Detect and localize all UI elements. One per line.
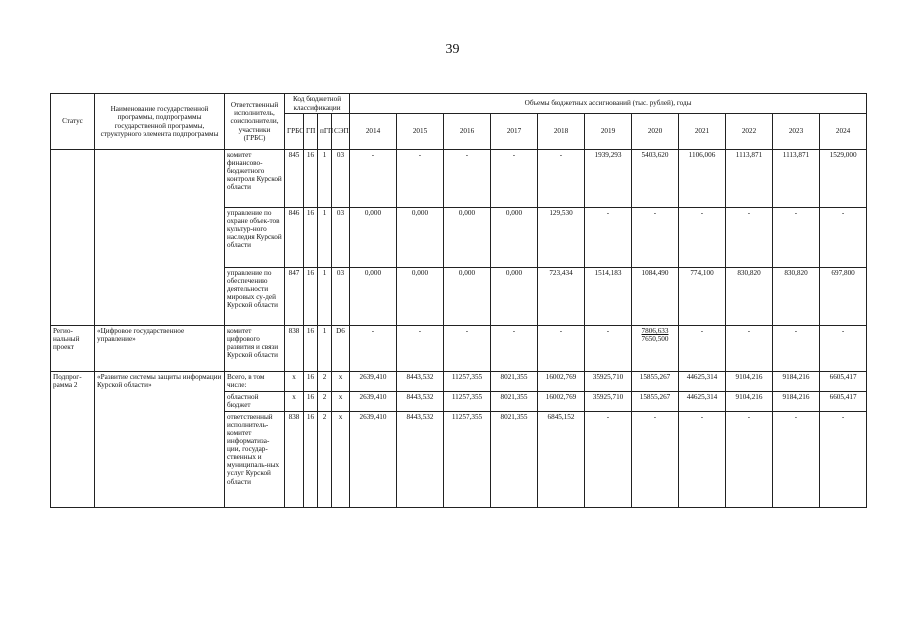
executor-cell: областной бюджет — [225, 392, 285, 412]
value-cell: - — [491, 150, 538, 208]
code-cell: 1 — [318, 268, 332, 326]
header-year: 2024 — [820, 114, 867, 150]
code-cell: 16 — [304, 372, 318, 392]
name-cell: «Развитие системы защиты информации Курской области» — [95, 372, 225, 508]
value-cell: - — [350, 326, 397, 372]
header-executor: Ответственный исполнитель, соисполнители, участники (ГРБС) — [225, 94, 285, 150]
value-cell: 0,000 — [397, 268, 444, 326]
value-cell: 0,000 — [444, 268, 491, 326]
value-cell: 44625,314 — [679, 372, 726, 392]
code-cell: D6 — [332, 326, 350, 372]
value-cell: 15855,267 — [632, 392, 679, 412]
name-cell — [95, 150, 225, 326]
code-cell: 16 — [304, 392, 318, 412]
header-volumes: Объемы бюджетных ассигнований (тыс. рублей), годы — [350, 94, 867, 114]
value-cell: 35925,710 — [585, 392, 632, 412]
value-cell: - — [726, 208, 773, 268]
code-cell: х — [332, 412, 350, 508]
code-cell: 03 — [332, 150, 350, 208]
value-cell: - — [820, 208, 867, 268]
table-row — [51, 150, 867, 208]
value-cell: 1084,490 — [632, 268, 679, 326]
code-cell: х — [332, 372, 350, 392]
value-cell: 16002,769 — [538, 372, 585, 392]
value-cell: 11257,355 — [444, 372, 491, 392]
executor-cell: комитет цифрового развития и связи Курской области — [225, 326, 285, 372]
table-row — [51, 326, 867, 372]
code-cell: 16 — [304, 412, 318, 508]
header-year: 2022 — [726, 114, 773, 150]
code-cell: 16 — [304, 150, 318, 208]
code-cell: 847 — [285, 268, 304, 326]
value-cell: 9184,216 — [773, 392, 820, 412]
value-cell — [632, 326, 679, 372]
executor-cell: управление по охране объек-тов культур-ного наследия Курской области — [225, 208, 285, 268]
value-cell: 44625,314 — [679, 392, 726, 412]
value-cell: - — [820, 326, 867, 372]
table-row — [51, 372, 867, 392]
budget-table — [50, 93, 867, 508]
code-cell: 03 — [332, 208, 350, 268]
code-cell: 2 — [318, 392, 332, 412]
value-cell: - — [538, 150, 585, 208]
status-cell — [51, 150, 95, 326]
value-cell: 0,000 — [350, 268, 397, 326]
header-code-col: пГП — [318, 114, 332, 150]
value-cell: 1529,000 — [820, 150, 867, 208]
value-cell: 8021,355 — [491, 392, 538, 412]
value-cell: 1113,871 — [773, 150, 820, 208]
value-cell: 1514,183 — [585, 268, 632, 326]
code-cell: х — [285, 372, 304, 392]
code-cell: 2 — [318, 372, 332, 392]
page-number: 39 — [445, 42, 460, 57]
code-cell: 838 — [285, 326, 304, 372]
value-cell: 8443,532 — [397, 412, 444, 508]
value-2020-secondary: 7650,500 — [641, 335, 669, 344]
value-cell: 6605,417 — [820, 372, 867, 392]
code-cell: 1 — [318, 208, 332, 268]
header-year: 2019 — [585, 114, 632, 150]
code-cell: х — [332, 392, 350, 412]
header-year: 2018 — [538, 114, 585, 150]
header-year: 2015 — [397, 114, 444, 150]
header-year: 2020 — [632, 114, 679, 150]
value-cell: 697,800 — [820, 268, 867, 326]
value-cell: - — [585, 208, 632, 268]
value-cell: 2639,410 — [350, 372, 397, 392]
header-code-col: ГРБС — [285, 114, 304, 150]
code-cell: 2 — [318, 412, 332, 508]
value-cell: - — [726, 326, 773, 372]
value-cell: - — [726, 412, 773, 508]
value-cell: 2639,410 — [350, 412, 397, 508]
value-cell: 8021,355 — [491, 412, 538, 508]
value-cell: 129,530 — [538, 208, 585, 268]
header-year: 2021 — [679, 114, 726, 150]
value-cell: - — [773, 412, 820, 508]
value-cell: 6605,417 — [820, 392, 867, 412]
value-cell: - — [444, 150, 491, 208]
header-year: 2014 — [350, 114, 397, 150]
value-cell: - — [679, 208, 726, 268]
value-cell: - — [679, 412, 726, 508]
value-cell: 0,000 — [350, 208, 397, 268]
value-cell: 0,000 — [491, 268, 538, 326]
value-cell: 830,820 — [773, 268, 820, 326]
value-2020-primary: 7806,633 — [641, 327, 669, 335]
executor-cell: управление по обеспечению деятельности мировых су-дей Курской области — [225, 268, 285, 326]
value-cell: 16002,769 — [538, 392, 585, 412]
value-cell: 774,100 — [679, 268, 726, 326]
code-cell: 03 — [332, 268, 350, 326]
value-cell: 8443,532 — [397, 392, 444, 412]
executor-cell: Всего, в том числе: — [225, 372, 285, 392]
value-cell: - — [632, 412, 679, 508]
value-cell: 1113,871 — [726, 150, 773, 208]
header-name: Наименование государственной программы, подпрограммы государственной программы, структурного элемента подпрограммы — [95, 94, 225, 150]
executor-cell: комитет финансово-бюджетного контроля Курской области — [225, 150, 285, 208]
code-cell: 16 — [304, 268, 318, 326]
value-cell: - — [632, 208, 679, 268]
value-cell: 35925,710 — [585, 372, 632, 392]
header-code-col: ГП — [304, 114, 318, 150]
code-cell: 846 — [285, 208, 304, 268]
status-cell: Подпрог-рамма 2 — [51, 372, 95, 508]
header-year: 2023 — [773, 114, 820, 150]
value-cell: 830,820 — [726, 268, 773, 326]
header-code-col: СЭП — [332, 114, 350, 150]
value-cell: 9184,216 — [773, 372, 820, 392]
value-cell: - — [679, 326, 726, 372]
value-cell: 11257,355 — [444, 392, 491, 412]
code-cell: 1 — [318, 150, 332, 208]
value-cell: 15855,267 — [632, 372, 679, 392]
code-cell: 838 — [285, 412, 304, 508]
header-status: Статус — [51, 94, 95, 150]
header-year: 2016 — [444, 114, 491, 150]
code-cell: 845 — [285, 150, 304, 208]
code-cell: х — [285, 392, 304, 412]
value-cell: 1106,006 — [679, 150, 726, 208]
value-cell: 9104,216 — [726, 392, 773, 412]
value-cell: - — [585, 326, 632, 372]
value-cell: 2639,410 — [350, 392, 397, 412]
value-cell: - — [397, 326, 444, 372]
value-cell: 11257,355 — [444, 412, 491, 508]
status-cell: Регио-нальный проект — [51, 326, 95, 372]
value-cell: 5403,620 — [632, 150, 679, 208]
code-cell: 16 — [304, 208, 318, 268]
value-cell: - — [538, 326, 585, 372]
value-cell: 6845,152 — [538, 412, 585, 508]
value-cell: - — [444, 326, 491, 372]
value-cell: - — [491, 326, 538, 372]
value-cell: - — [820, 412, 867, 508]
value-cell: 1939,293 — [585, 150, 632, 208]
value-cell: 9104,216 — [726, 372, 773, 392]
value-cell: 0,000 — [397, 208, 444, 268]
value-cell: 8021,355 — [491, 372, 538, 392]
value-cell: - — [350, 150, 397, 208]
value-cell: - — [397, 150, 444, 208]
value-cell: 8443,532 — [397, 372, 444, 392]
value-cell: - — [773, 208, 820, 268]
value-cell: - — [585, 412, 632, 508]
header-year: 2017 — [491, 114, 538, 150]
value-cell: - — [773, 326, 820, 372]
value-cell: 0,000 — [444, 208, 491, 268]
code-cell: 16 — [304, 326, 318, 372]
code-cell: 1 — [318, 326, 332, 372]
name-cell: «Цифровое государственное управление» — [95, 326, 225, 372]
header-budget-code: Код бюджетной классификации — [285, 94, 350, 114]
value-cell: 723,434 — [538, 268, 585, 326]
value-cell: 0,000 — [491, 208, 538, 268]
executor-cell: ответственный исполнитель-комитет информатиза-ции, государ-ственных и муниципаль-ных услуг Курской области — [225, 412, 285, 508]
